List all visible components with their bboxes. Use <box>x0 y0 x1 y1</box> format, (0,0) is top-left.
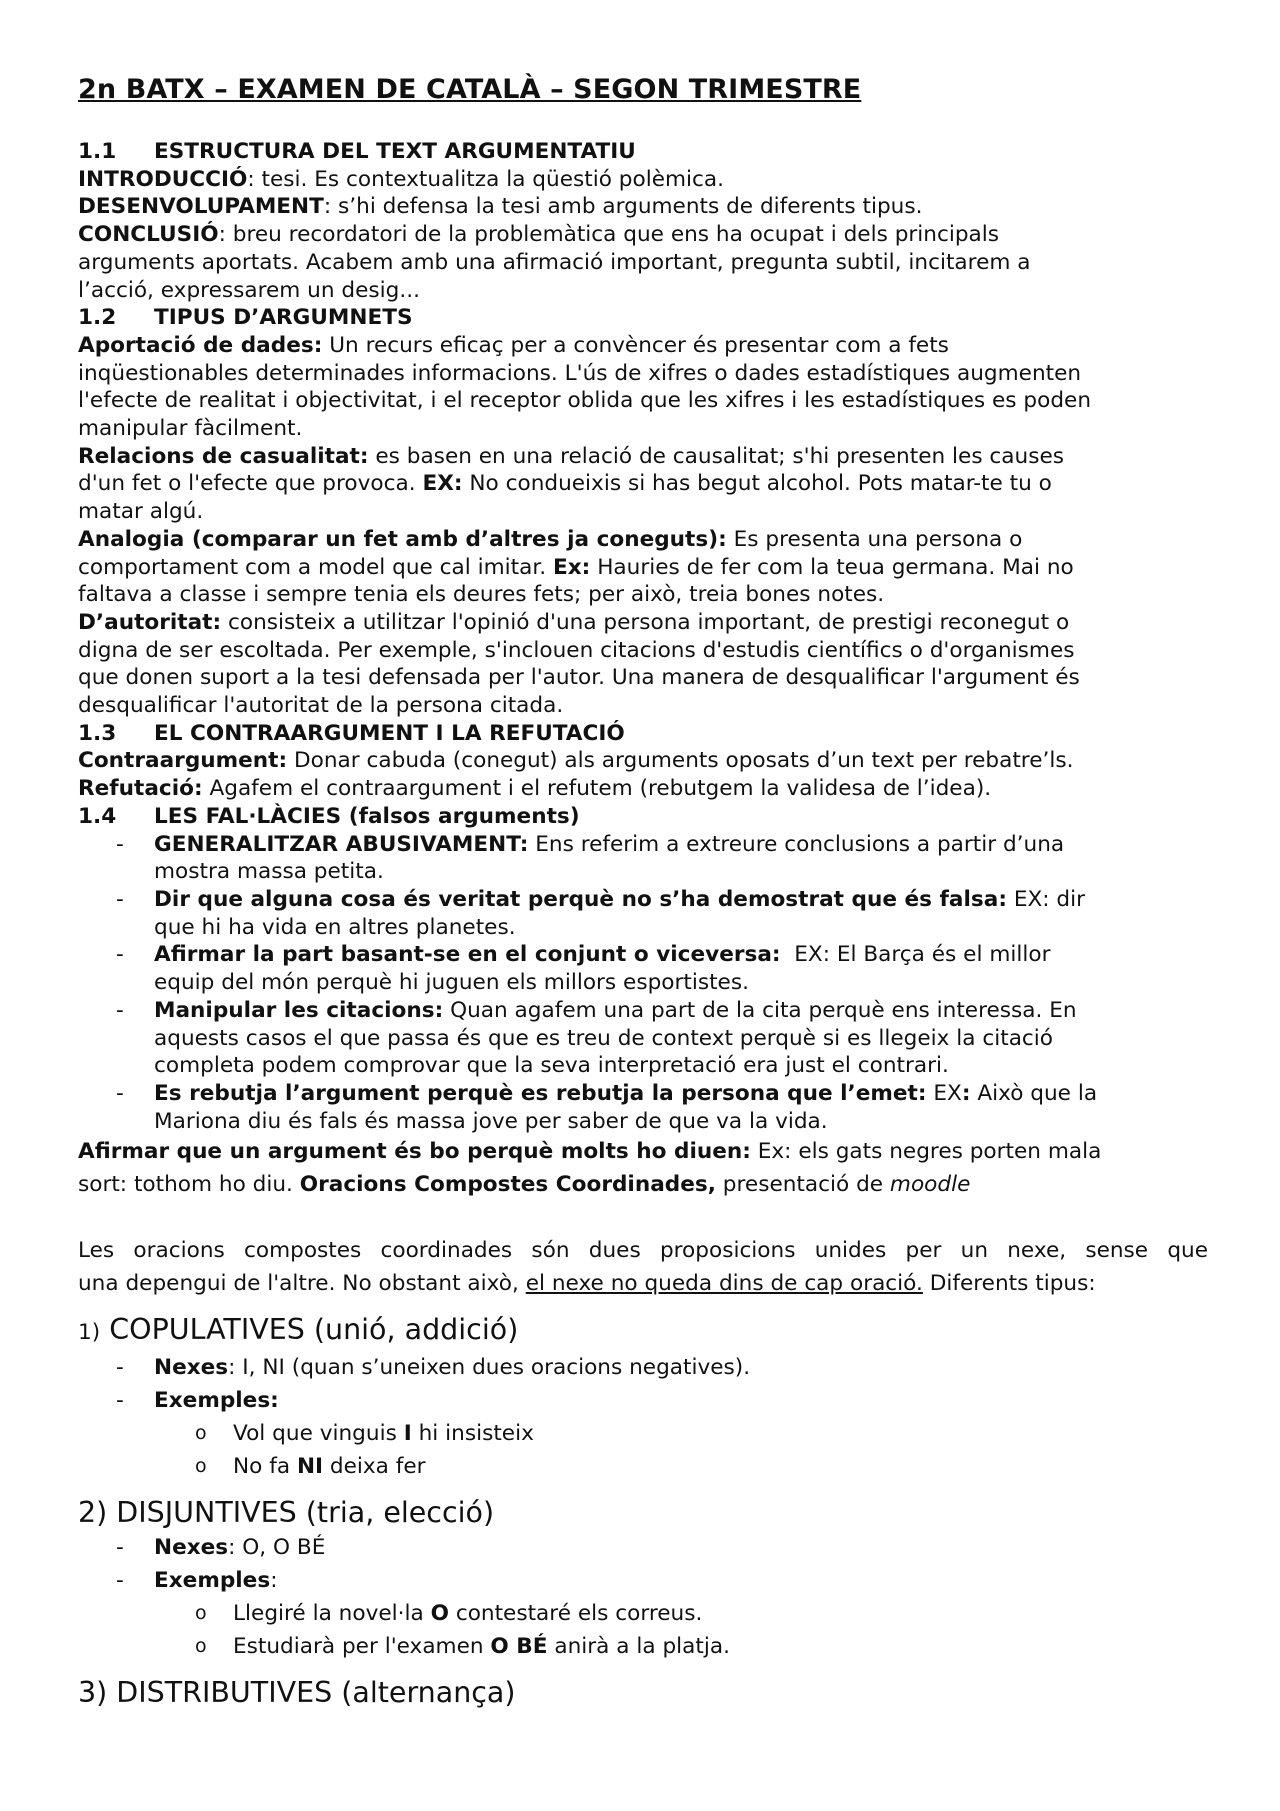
analog-line: faltava a classe i sempre tenia els deures fets; per això, treia bones notes. <box>78 582 885 608</box>
dades-paragraph <box>78 332 1208 360</box>
copulatives-list <box>78 1351 1208 1417</box>
refut-label: Refutació: <box>78 776 203 802</box>
nexes-text: : I, NI (quan s’uneixen dues oracions negatives). <box>228 1355 751 1381</box>
example-text: No fa <box>233 1454 297 1480</box>
desenv-paragraph <box>78 193 1208 221</box>
document-page <box>78 74 1208 1711</box>
list-item <box>154 831 1208 886</box>
list-item <box>154 1531 1208 1564</box>
example-text: deixa fer <box>323 1454 426 1480</box>
fallacy-text: Mariona diu és fals és massa jove per saber de que va la vida. <box>154 1108 828 1134</box>
majoria-paragraph <box>78 1135 1208 1168</box>
example-label: Ex: <box>553 554 591 580</box>
example-text: Vol que vinguis <box>233 1421 404 1447</box>
autor-label: D’autoritat: <box>78 609 222 635</box>
nexe-word: I <box>403 1421 412 1447</box>
contra-label: Contraargument: <box>78 748 288 774</box>
disjuntives-heading: 2) DISJUNTIVES (tria, elecció) <box>78 1496 495 1530</box>
list-item <box>154 997 1208 1080</box>
fallacy-text: aquests casos el que passa és que es treu de context perquè si es llegeix la citació <box>154 1025 1054 1051</box>
fallacy-text: que hi ha vida en altres planetes. <box>154 914 516 940</box>
fallacy-label: Es rebutja l’argument perquè es rebutja la persona que l’emet: <box>154 1080 927 1106</box>
document-title: 2n BATX – EXAMEN DE CATALÀ – SEGON TRIMESTRE <box>78 74 862 105</box>
fallacy-text: equip del món perquè hi juguen els millors esportistes. <box>154 970 749 996</box>
fallacy-text: Ens referim a extreure conclusions a partir d’una <box>528 831 1065 857</box>
distributives-heading: 3) DISTRIBUTIVES (alternança) <box>78 1676 516 1710</box>
analog-text: Hauries de fer com la teua germana. Mai no <box>590 554 1074 580</box>
section-title: TIPUS D’ARGUMNETS <box>154 305 413 331</box>
coord-intro-line <box>78 1267 1208 1300</box>
autor-line: consisteix a utilitzar l'opinió d'una persona important, de prestigi reconegut o <box>221 609 1070 635</box>
autor-line: desqualificar l'autoritat de la persona citada. <box>78 693 564 719</box>
fallacy-label: GENERALITZAR ABUSIVAMENT: <box>154 831 529 857</box>
contra-paragraph <box>78 747 1208 775</box>
fallacy-text: mostra massa petita. <box>154 859 384 885</box>
examples-colon: : <box>270 1568 278 1594</box>
majoria-text: presentació de <box>715 1172 890 1198</box>
autor-line: que donen suport a la tesi defensada per l'autor. Una manera de desqualificar l'argument és <box>78 665 1080 691</box>
dades-label: Aportació de dades: <box>78 332 323 358</box>
intro-text: : tesi. Es contextualitza la qüestió polèmica. <box>247 166 724 192</box>
copulatives-heading <box>78 1312 1208 1351</box>
list-item <box>154 1384 1208 1417</box>
section-title: ESTRUCTURA DEL TEXT ARGUMENTATIU <box>154 139 636 164</box>
examples-label: Exemples: <box>154 1388 279 1414</box>
example-text: Llegiré la novel·la <box>233 1601 431 1627</box>
autor-line: digna de ser escoltada. Per exemple, s'inclouen citacions d'estudis científics o d'organismes <box>78 637 1075 663</box>
moodle-text: moodle <box>889 1172 971 1198</box>
majoria-text: Ex: els gats negres porten mala <box>750 1139 1102 1165</box>
example-text: anirà a la platja. <box>547 1634 730 1660</box>
analog-label: Analogia (comparar un fet amb d’altres ja coneguts): <box>78 526 727 552</box>
section-1-1-heading <box>78 138 1208 166</box>
fallacy-text: Quan agafem una part de la cita perquè ens interessa. En <box>443 997 1077 1023</box>
dades-line: l'efecte de realitat i objectivitat, i el receptor oblida que les xifres i les estadístiques es poden <box>78 388 1092 414</box>
section-number: 1.4 <box>78 803 117 829</box>
section-1-3-heading <box>78 720 1208 748</box>
fallacy-label: Manipular les citacions: <box>154 997 444 1023</box>
dades-line: inqüestionables determinades informacions. L'ús de xifres o dades estadístiques augmenten <box>78 360 1082 386</box>
examples-label: Exemples <box>154 1568 271 1594</box>
section-1-2-heading <box>78 304 1208 332</box>
casual-line <box>78 470 1208 498</box>
list-item <box>154 886 1208 941</box>
nexes-label: Nexes <box>154 1535 229 1561</box>
concl-line: arguments aportats. Acabem amb una afirmació important, pregunta subtil, incitarem a <box>78 249 1031 275</box>
list-item <box>154 1564 1208 1597</box>
concl-paragraph <box>78 221 1208 249</box>
example-label: EX: <box>422 471 463 497</box>
dades-line: Un recurs eficaç per a convèncer és presentar com a fets <box>322 332 949 358</box>
coord-intro-text: una depengui de l'altre. No obstant això, <box>78 1271 526 1297</box>
disjuntives-examples <box>78 1597 1208 1663</box>
list-item <box>154 1351 1208 1384</box>
dades-line: manipular fàcilment. <box>78 416 303 442</box>
intro-label: INTRODUCCIÓ <box>78 166 248 192</box>
autor-paragraph <box>78 609 1208 637</box>
fallacy-text: EX: El Barça és el millor <box>780 942 1051 968</box>
fallacy-label: Afirmar la part basant-se en el conjunt o viceversa: <box>154 942 781 968</box>
fallacies-list <box>78 831 1208 1136</box>
section-number: 1.3 <box>78 720 117 746</box>
casual-line: matar algú. <box>78 499 204 525</box>
analog-line: Es presenta una persona o <box>726 526 1023 552</box>
casual-paragraph <box>78 443 1208 471</box>
example-text: hi insisteix <box>411 1421 534 1447</box>
coord-intro-text: Diferents tipus: <box>922 1271 1096 1297</box>
casual-text: d'un fet o l'efecte que provoca. <box>78 471 423 497</box>
example-text: Estudiarà per l'examen <box>233 1634 491 1660</box>
section-title: EL CONTRAARGUMENT I LA REFUTACIÓ <box>154 720 625 746</box>
list-item <box>233 1450 1208 1483</box>
list-item <box>154 1080 1208 1135</box>
disjuntives-list <box>78 1531 1208 1597</box>
fallacy-text: EX: dir <box>1006 886 1085 912</box>
analog-paragraph <box>78 526 1208 554</box>
fallacy-text: completa podem comprovar que la seva interpretació era just el contrari. <box>154 1053 949 1079</box>
nexe-word: O BÉ <box>490 1634 548 1660</box>
desenv-label: DESENVOLUPAMENT <box>78 194 324 220</box>
refut-paragraph <box>78 775 1208 803</box>
refut-text: Agafem el contraargument i el refutem (rebutgem la validesa de l’idea). <box>202 776 992 802</box>
section-1-4-heading <box>78 803 1208 831</box>
fallacy-text: EX <box>926 1080 962 1106</box>
coord-intro-line: Les oracions compostes coordinades són dues proposicions unides per un nexe, sense que <box>78 1238 1208 1264</box>
casual-line: es basen en una relació de causalitat; s'hi presenten les causes <box>368 443 1065 469</box>
list-item <box>233 1597 1208 1630</box>
analog-text: comportament com a model que cal imitar. <box>78 554 553 580</box>
copulatives-examples <box>78 1417 1208 1483</box>
heading-title: COPULATIVES (unió, addició) <box>100 1313 519 1347</box>
spacer <box>78 1201 1208 1234</box>
majoria-label: Afirmar que un argument és bo perquè molts ho diuen: <box>78 1139 751 1165</box>
nexe-word: NI <box>296 1454 324 1480</box>
underlined-text: el nexe no queda dins de cap oració. <box>525 1271 923 1297</box>
concl-line: l’acció, expressarem un desig... <box>78 277 420 303</box>
example-text: contestaré els correus. <box>448 1601 703 1627</box>
section-title: LES FAL·LÀCIES (falsos arguments) <box>154 803 580 829</box>
fallacy-label: Dir que alguna cosa és veritat perquè no s’ha demostrat que és falsa: <box>154 886 1007 912</box>
heading-number: 1) <box>78 1320 101 1346</box>
majoria-line <box>78 1168 1208 1201</box>
fallacy-text: Això que la <box>970 1080 1098 1106</box>
concl-label: CONCLUSIÓ <box>78 222 219 248</box>
list-item <box>233 1630 1208 1663</box>
section-number: 1.1 <box>78 139 117 164</box>
desenv-text: : s’hi defensa la tesi amb arguments de diferents tipus. <box>323 194 923 220</box>
analog-line <box>78 554 1208 582</box>
intro-paragraph <box>78 166 1208 194</box>
coord-heading: Oracions Compostes Coordinades, <box>299 1172 716 1198</box>
fallacy-text: : <box>961 1080 971 1106</box>
nexe-word: O <box>430 1601 449 1627</box>
section-number: 1.2 <box>78 305 117 331</box>
list-item <box>154 941 1208 996</box>
nexes-label: Nexes <box>154 1355 229 1381</box>
casual-label: Relacions de casualitat: <box>78 443 369 469</box>
casual-text: No condueixis si has begut alcohol. Pots matar-te tu o <box>462 471 1052 497</box>
majoria-text: sort: tothom ho diu. <box>78 1172 300 1198</box>
nexes-text: : O, O BÉ <box>228 1535 326 1561</box>
contra-text: Donar cabuda (conegut) als arguments oposats d’un text per rebatre’ls. <box>287 748 1074 774</box>
list-item <box>233 1417 1208 1450</box>
concl-line: : breu recordatori de la problemàtica que ens ha ocupat i dels principals <box>218 222 1000 248</box>
